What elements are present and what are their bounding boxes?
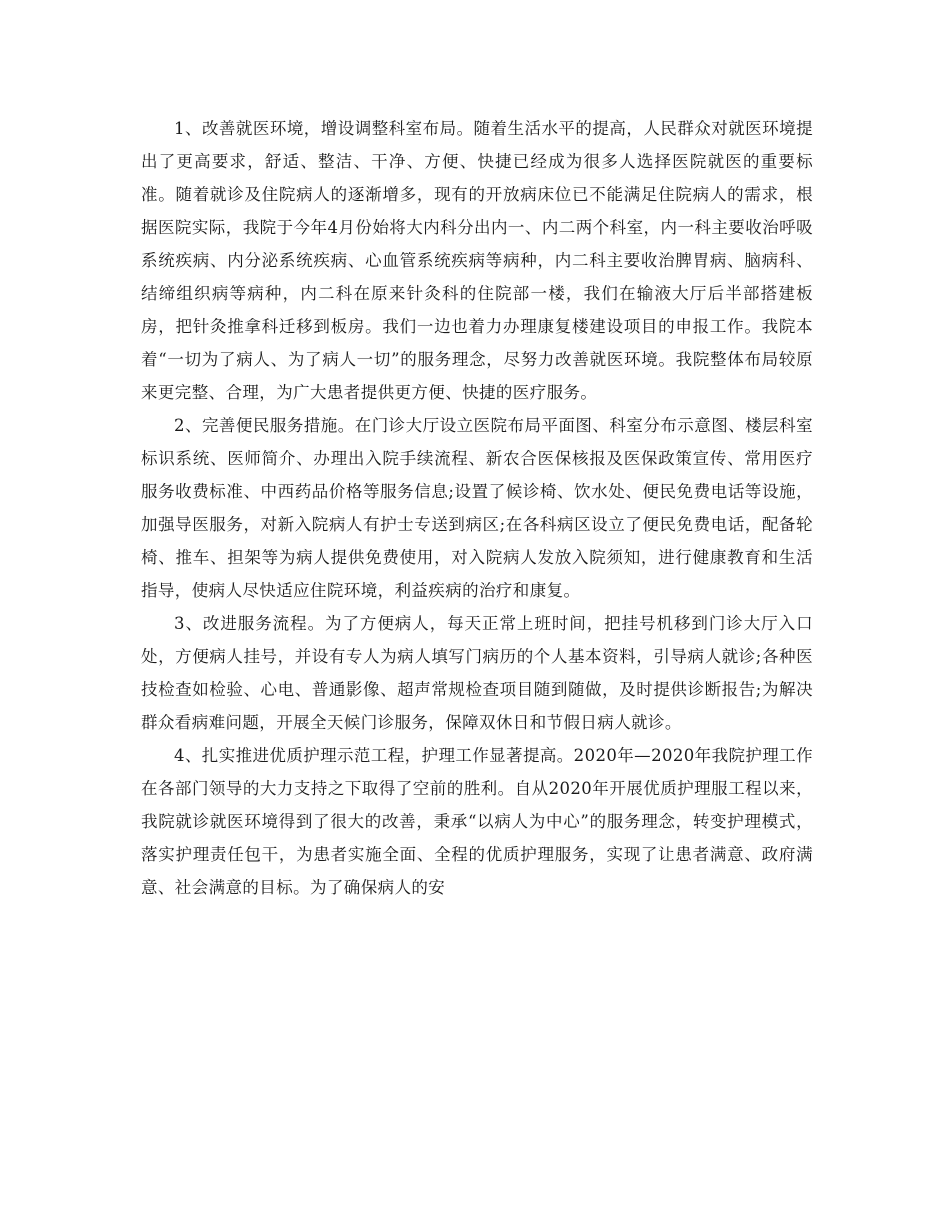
document-body bbox=[141, 112, 813, 904]
paragraph-service-process: 3、改进服务流程。为了方便病人，每天正常上班时间，把挂号机移到门诊大厅入口处，方便病人挂号，并设有专人为病人填写门病历的个人基本资料，引导病人就诊;各种医技检查如检验、心电、普通影像、超声常规检查项目随到随做，及时提供诊断报告;为解决群众看病难问题，开展全天候门诊服务，保障双休日和节假日病人就诊。 bbox=[141, 614, 813, 732]
paragraph-convenience-services: 2、完善便民服务措施。在门诊大厅设立医院布局平面图、科室分布示意图、楼层科室标识系统、医师简介、办理出入院手续流程、新农合医保核报及医保政策宣传、常用医疗服务收费标准、中西药品价格等服务信息;设置了候诊椅、饮水处、便民免费电话等设施，加强导医服务，对新入院病人有护士专送到病区;在各科病区设立了便民免费电话，配备轮椅、推车、担架等为病人提供免费使用，对入院病人发放入院须知，进行健康教育和生活指导，使病人尽快适应住院环境，利益疾病的治疗和康复。 bbox=[141, 416, 813, 600]
paragraph-environment: 1、改善就医环境，增设调整科室布局。随着生活水平的提高，人民群众对就医环境提出了更高要求，舒适、整洁、干净、方便、快捷已经成为很多人选择医院就医的重要标准。随着就诊及住院病人的逐渐增多，现有的开放病床位已不能满足住院病人的需求，根据医院实际，我院于今年4月份始将大内科分出内一、内二两个科室，内一科主要收治呼吸系统疾病、内分泌系统疾病、心血管系统疾病等病种，内二科主要收治脾胃病、脑病科、结缔组织病等病种，内二科在原来针灸科的住院部一楼，我们在输液大厅后半部搭建板房，把针灸推拿科迁移到板房。我们一边也着力办理康复楼建设项目的申报工作。我院本着“一切为了病人、为了病人一切”的服务理念，尽努力改善就医环境。我院整体布局较原来更完整、合理，为广大患者提供更方便、快捷的医疗服务。 bbox=[141, 119, 813, 402]
paragraph-nursing-program: 4、扎实推进优质护理示范工程，护理工作显著提高。2020年—2020年我院护理工作在各部门领导的大力支持之下取得了空前的胜利。自从2020年开展优质护理服工程以来，我院就诊就医环境得到了很大的改善，秉承“以病人为中心”的服务理念，转变护理模式，落实护理责任包干，为患者实施全面、全程的优质护理服务，实现了让患者满意、政府满意、社会满意的目标。为了确保病人的安 bbox=[141, 746, 813, 897]
